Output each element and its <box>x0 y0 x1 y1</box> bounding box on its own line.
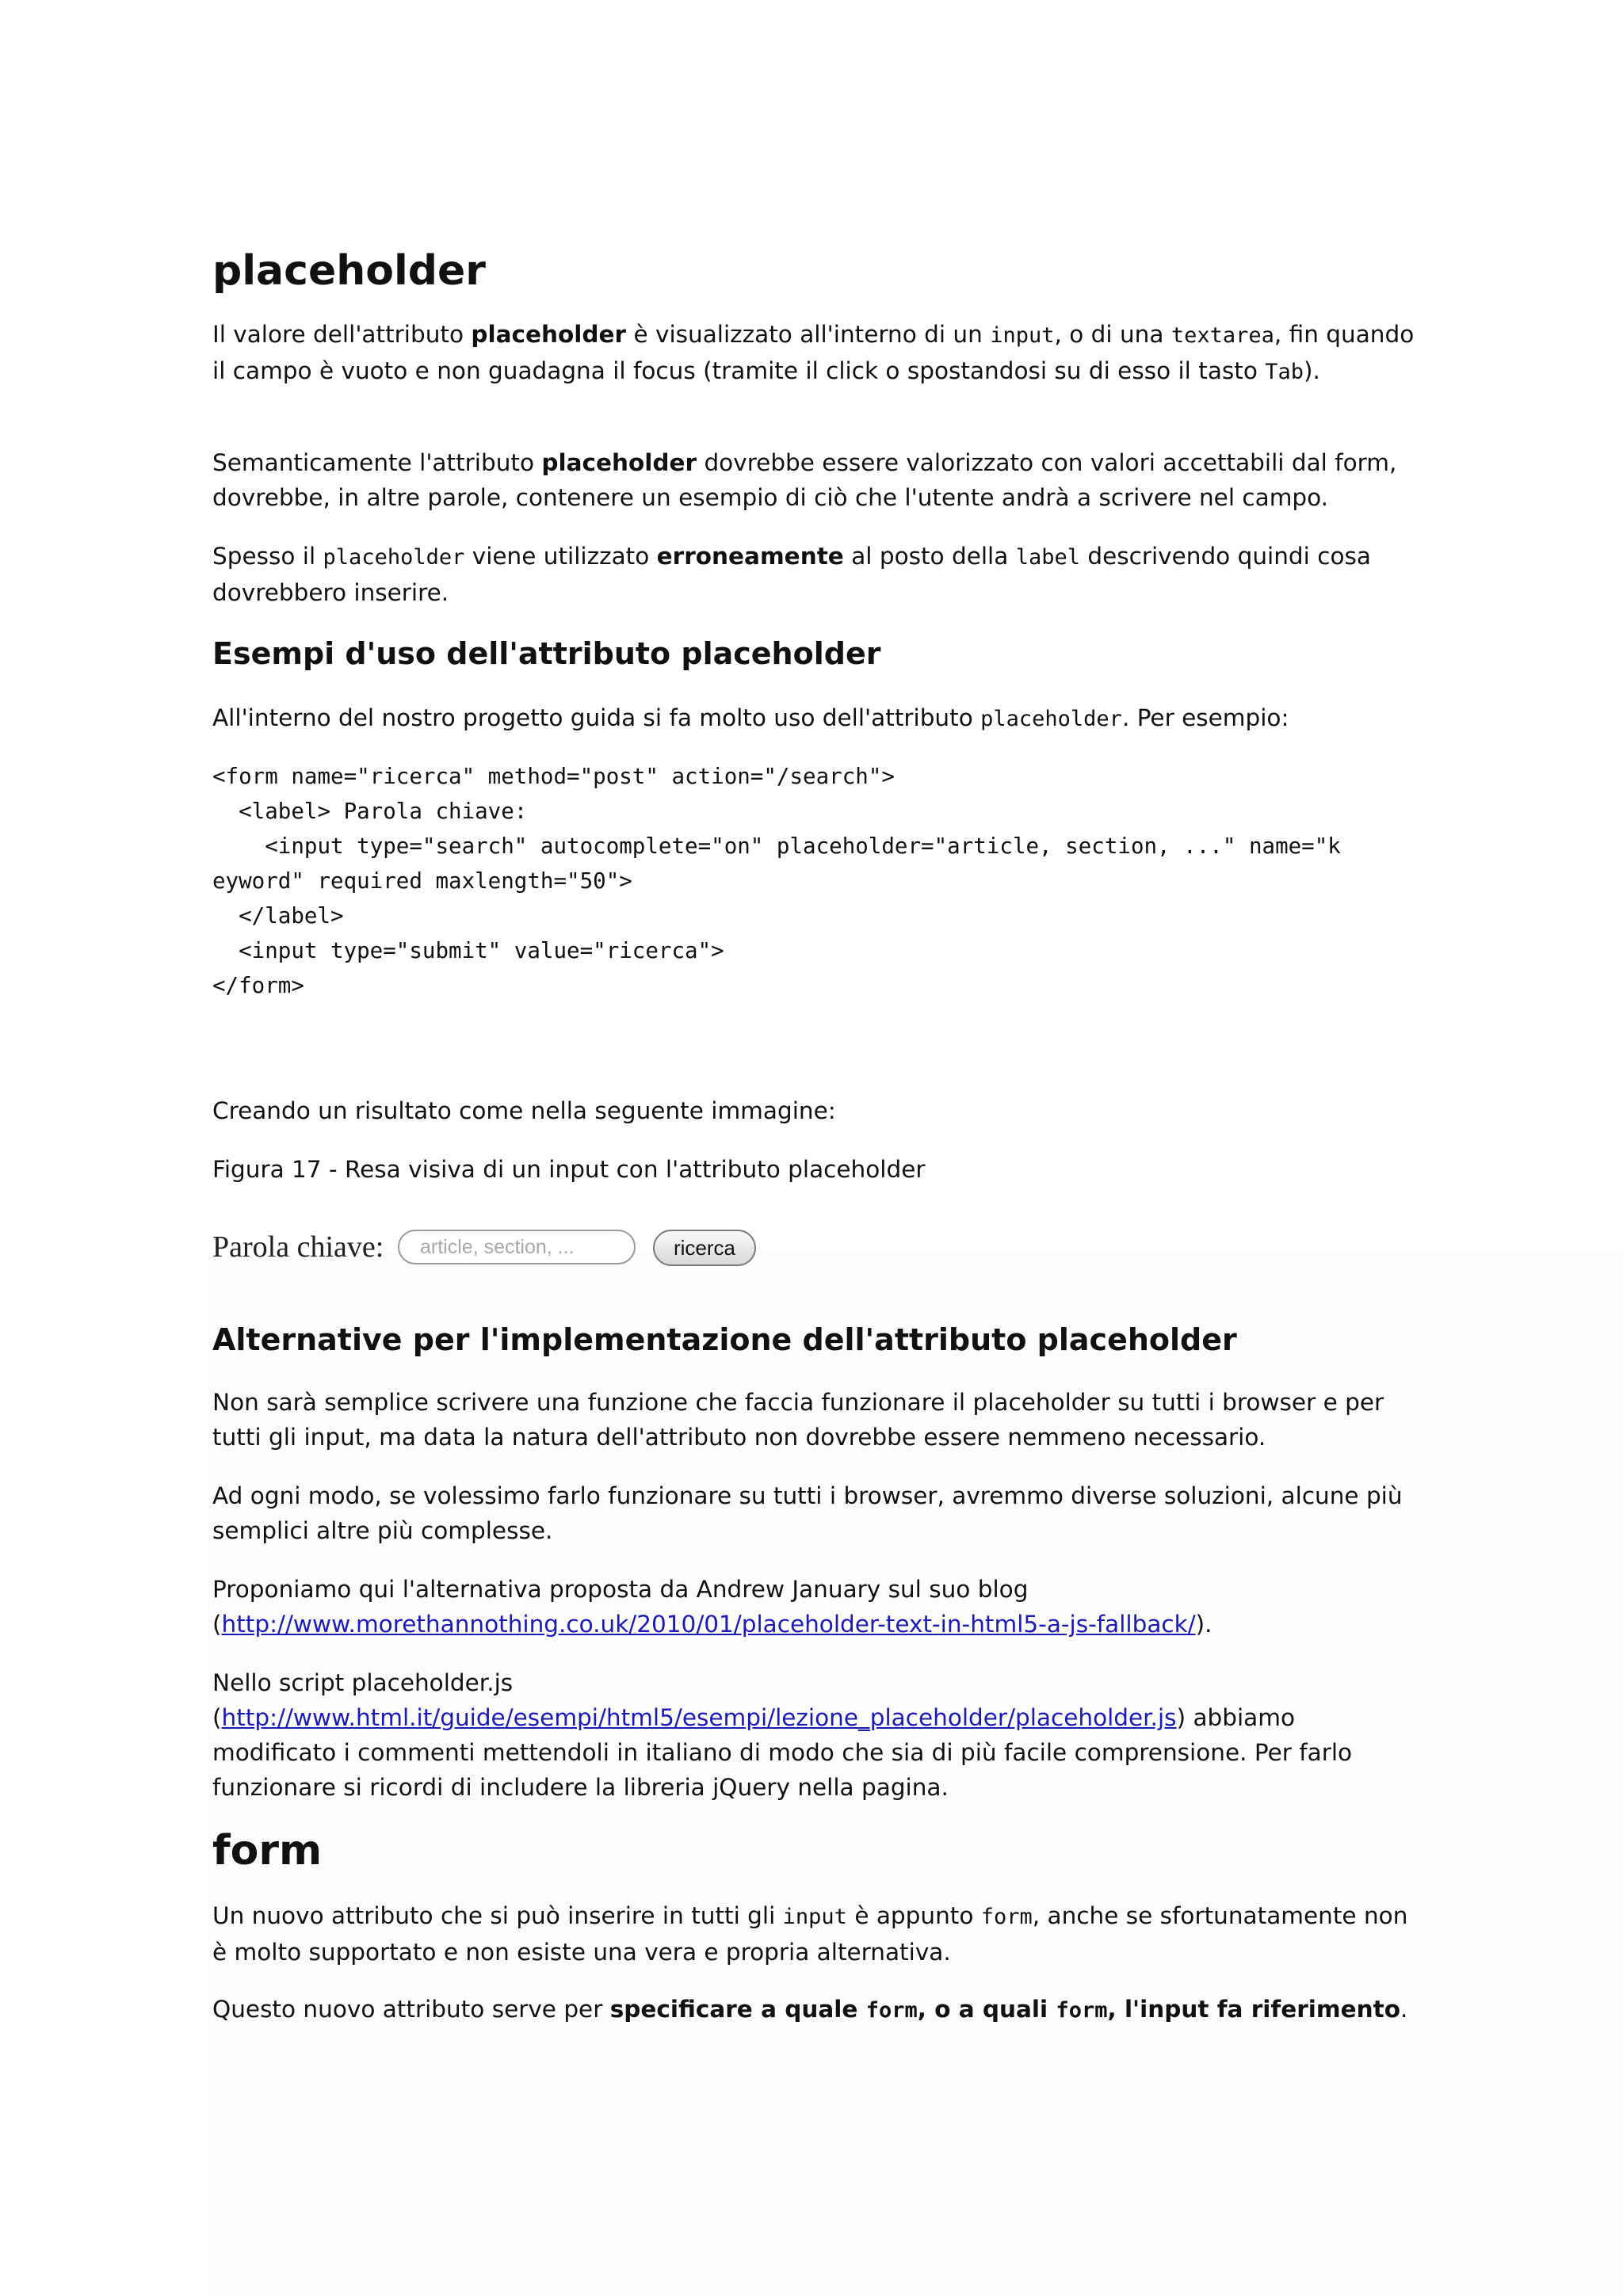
heading-alternatives: Alternative per l'implementazione dell'attributo placeholder <box>212 1322 1237 1357</box>
code-line: </label> <box>212 903 344 929</box>
figure-17-demo <box>212 1226 783 1274</box>
paragraph-alternatives-4: Nello script placeholder.js (http://www.html.it/guide/esempi/html5/esempi/lezione_placeholder/placeholder.js) abbiamo modificato i commenti mettendoli in italiano di modo che sia di più facile comprensione. Per farlo funzionare si ricordi di includere la libreria jQuery nella pagina. <box>212 1669 1353 1801</box>
figure-caption: Figura 17 - Resa visiva di un input con l'attributo placeholder <box>212 1156 926 1183</box>
paragraph-placeholder-intro: Il valore dell'attributo placeholder è visualizzato all'interno di un input, o di una textarea, fin quando il campo è vuoto e non guadagna il focus (tramite il click o spostandosi su di esso il tasto Tab). <box>212 321 1415 384</box>
paragraph-alternatives-3: Proponiamo qui l'alternativa proposta da Andrew January sul suo blog (http://www.morethannothing.co.uk/2010/01/placeholder-text-in-html5-a-js-fallback/). <box>212 1576 1212 1638</box>
code-line: <form name="ricerca" method="post" action="/search"> <box>212 764 895 789</box>
code-line: eyword" required maxlength="50"> <box>212 868 632 894</box>
paragraph-result: Creando un risultato come nella seguente immagine: <box>212 1097 836 1124</box>
demo-search-input[interactable]: article, section, ... <box>398 1230 636 1264</box>
link-placeholder-js[interactable]: http://www.html.it/guide/esempi/html5/esempi/lezione_placeholder/placeholder.js <box>221 1704 1177 1731</box>
code-line: <label> Parola chiave: <box>212 799 528 824</box>
paragraph-placeholder-misuse: Spesso il placeholder viene utilizzato erroneamente al posto della label descrivendo quindi cosa dovrebbero inserire. <box>212 543 1371 606</box>
paragraph-alternatives-2: Ad ogni modo, se volessimo farlo funzionare su tutti i browser, avremmo diverse soluzioni, alcune più semplici altre più complesse. <box>212 1482 1403 1544</box>
paragraph-alternatives-1: Non sarà semplice scrivere una funzione che faccia funzionare il placeholder su tutti i browser e per tutti gli input, ma data la natura dell'attributo non dovrebbe essere nemmeno necessario. <box>212 1389 1384 1451</box>
section-title-form: form <box>212 1827 323 1875</box>
link-morethannothing[interactable]: http://www.morethannothing.co.uk/2010/01/placeholder-text-in-html5-a-js-fallback/ <box>221 1611 1196 1638</box>
demo-label: Parola chiave: <box>212 1230 384 1264</box>
paragraph-examples-intro: All'interno del nostro progetto guida si fa molto uso dell'attributo placeholder. Per esempio: <box>212 704 1289 731</box>
paragraph-form-purpose: Questo nuovo attributo serve per specificare a quale form, o a quali form, l'input fa riferimento. <box>212 1996 1408 2023</box>
code-line: <input type="submit" value="ricerca"> <box>212 938 724 963</box>
paragraph-placeholder-semantics: Semanticamente l'attributo placeholder dovrebbe essere valorizzato con valori accettabili dal form, dovrebbe, in altre parole, contenere un esempio di ciò che l'utente andrà a scrivere nel campo. <box>212 449 1397 511</box>
demo-search-button[interactable]: ricerca <box>653 1230 756 1266</box>
heading-examples: Esempi d'uso dell'attributo placeholder <box>212 636 881 671</box>
code-line: </form> <box>212 973 304 998</box>
code-line: <input type="search" autocomplete="on" placeholder="article, section, ..." name="k <box>212 833 1341 859</box>
section-title-placeholder: placeholder <box>212 247 486 295</box>
paragraph-form-intro: Un nuovo attributo che si può inserire in tutti gli input è appunto form, anche se sfortunatamente non è molto supportato e non esiste una vera e propria alternativa. <box>212 1902 1408 1966</box>
code-block <box>212 759 1341 1003</box>
